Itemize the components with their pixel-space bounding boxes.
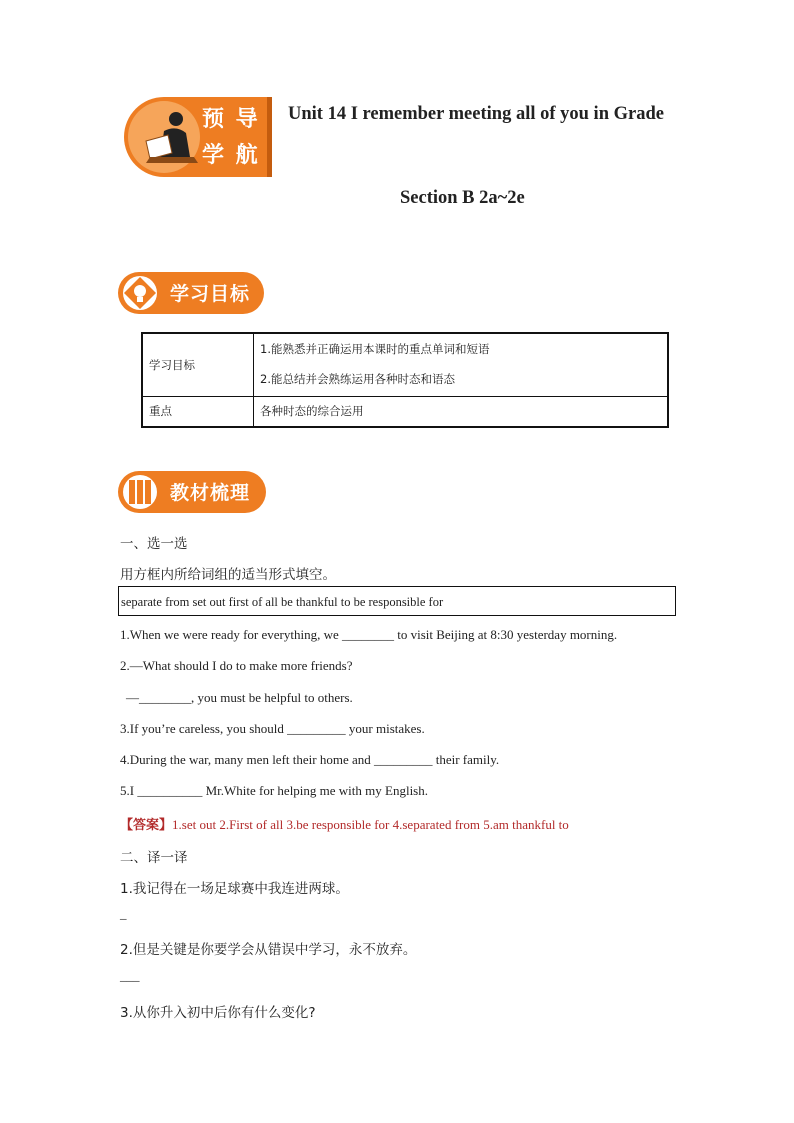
part1-heading: 一、选一选 xyxy=(120,536,188,552)
question-3: 3.If you’re careless, you should _________ your mistakes. xyxy=(120,721,425,736)
question-5: 5.I __________ Mr.White for helping me with my English. xyxy=(120,783,428,798)
translate-1-blank: _ xyxy=(120,906,127,921)
answer-label: 【答案】 xyxy=(120,818,173,833)
question-1: 1.When we were ready for everything, we ________ to visit Beijing at 8:30 yesterday morning. xyxy=(120,627,618,642)
translate-2-blank: ___ xyxy=(120,968,140,983)
translate-1: 1.我记得在一场足球赛中我连进两球。 xyxy=(120,881,349,897)
key-point-value: 各种时态的综合运用 xyxy=(254,396,669,427)
badge-text-bottom: 学 航 xyxy=(202,143,260,168)
goal-item-1: 1.能熟悉并正确运用本课时的重点单词和短语 xyxy=(260,342,490,357)
badge-text-top: 预 导 xyxy=(202,107,260,132)
goal-item-2: 2.能总结并会熟练运用各种时态和语态 xyxy=(260,372,455,387)
part2-heading: 二、译一译 xyxy=(120,850,188,866)
translate-2: 2.但是关键是你要学会从错误中学习，永不放弃。 xyxy=(120,942,417,958)
word-box: separate from set out first of all be thankful to be responsible for xyxy=(118,586,676,616)
section-label-goals: 学习目标 xyxy=(170,283,251,305)
section-pill-materials xyxy=(118,471,268,513)
goals-row-content xyxy=(254,333,669,396)
question-2-answer-line: —________, you must be helpful to others. xyxy=(126,690,353,705)
goals-row-head: 学习目标 xyxy=(142,333,254,396)
section-label-materials: 教材梳理 xyxy=(170,482,251,504)
question-2: 2.—What should I do to make more friends? xyxy=(120,658,353,673)
question-4: 4.During the war, many men left their home and _________ their family. xyxy=(120,752,500,767)
answer-text: 1.set out 2.First of all 3.be responsible for 4.separated from 5.am thankful to xyxy=(172,817,569,832)
part1-instruction: 用方框内所给词组的适当形式填空。 xyxy=(120,567,336,583)
section-pill-goals xyxy=(118,272,266,314)
key-point-head: 重点 xyxy=(142,396,254,427)
section-subtitle: Section B 2a~2e xyxy=(400,188,525,208)
translate-3: 3.从你升入初中后你有什么变化? xyxy=(120,1005,316,1021)
goals-table xyxy=(141,332,669,428)
answer-line xyxy=(120,814,569,833)
page-title: Unit 14 I remember meeting all of you in Grade xyxy=(288,104,664,124)
